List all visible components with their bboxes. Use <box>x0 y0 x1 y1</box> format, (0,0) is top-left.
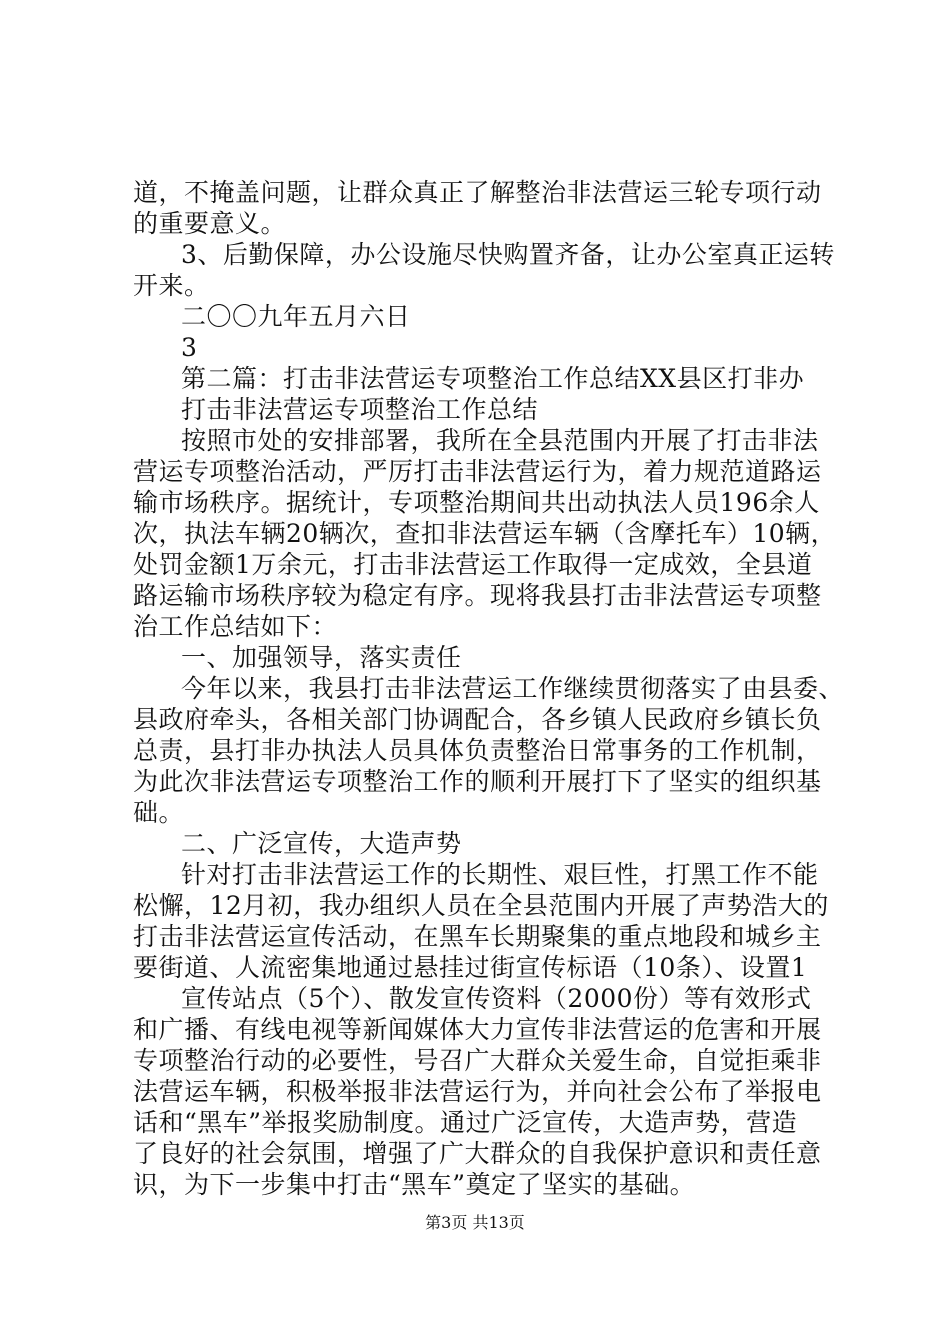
text-line: 打击非法营运宣传活动，在黑车长期聚集的重点地段和城乡主 <box>133 922 822 951</box>
text-line: 针对打击非法营运工作的长期性、艰巨性，打黑工作不能 <box>181 860 819 889</box>
text-line: 处罚金额1万余元，打击非法营运工作取得一定成效，全县道 <box>133 550 813 579</box>
subheading: 二、广泛宣传，大造声势 <box>181 829 462 858</box>
text-line: 输市场秩序。据统计，专项整治期间共出动执法人员196余人 <box>133 488 820 517</box>
text-line: 要街道、人流密集地通过悬挂过街宣传标语（10条）、设置1 <box>133 953 808 982</box>
page-footer: 第3页 共13页 <box>425 1213 525 1232</box>
text-line: 专项整治行动的必要性，号召广大群众关爱生命，自觉拒乘非 <box>133 1046 822 1075</box>
text-line: 按照市处的安排部署，我所在全县范围内开展了打击非法 <box>181 426 819 455</box>
text-line: 识，为下一步集中打击“黑车”奠定了坚实的基础。 <box>133 1170 696 1199</box>
text-line: 县政府牵头，各相关部门协调配合，各乡镇人民政府乡镇长负 <box>133 705 822 734</box>
text-line: 和广播、有线电视等新闻媒体大力宣传非法营运的危害和开展 <box>133 1015 822 1044</box>
text-line: 为此次非法营运专项整治工作的顺利开展打下了坚实的组织基 <box>133 767 822 796</box>
text-line: 话和“黑车”举报奖励制度。通过广泛宣传，大造声势，营造 <box>133 1108 798 1137</box>
text-line: 法营运车辆，积极举报非法营运行为，并向社会公布了举报电 <box>133 1077 822 1106</box>
text-line: 路运输市场秩序较为稳定有序。现将我县打击非法营运专项整 <box>133 581 822 610</box>
text-line: 了良好的社会氛围，增强了广大群众的自我保护意识和责任意 <box>133 1139 822 1168</box>
text-line: 道，不掩盖问题，让群众真正了解整治非法营运三轮专项行动 <box>133 178 822 207</box>
text-line: 开来。 <box>133 271 210 300</box>
text-line: 松懈，12月初，我办组织人员在全县范围内开展了声势浩大的 <box>133 891 829 920</box>
text-line: 的重要意义。 <box>133 209 287 238</box>
page-number-inline: 3 <box>181 333 198 362</box>
text-line: 总责，县打非办执法人员具体负责整治日常事务的工作机制， <box>133 736 822 765</box>
text-line: 今年以来，我县打击非法营运工作继续贯彻落实了由县委、 <box>181 674 845 703</box>
document-title: 打击非法营运专项整治工作总结 <box>181 395 539 424</box>
text-line: 宣传站点（5个）、散发宣传资料（2000份）等有效形式 <box>181 984 812 1013</box>
text-line: 治工作总结如下： <box>133 612 338 641</box>
text-line: 营运专项整治活动，严厉打击非法营运行为，着力规范道路运 <box>133 457 822 486</box>
text-line: 3、后勤保障，办公设施尽快购置齐备，让办公室真正运转 <box>181 240 835 269</box>
subheading: 一、加强领导，落实责任 <box>181 643 462 672</box>
section-heading: 第二篇：打击非法营运专项整治工作总结XX县区打非办 <box>181 364 805 393</box>
text-line: 础。 <box>133 798 185 827</box>
date-line: 二〇〇九年五月六日 <box>181 302 411 331</box>
text-line: 次，执法车辆20辆次，查扣非法营运车辆（含摩托车）10辆， <box>133 519 837 548</box>
